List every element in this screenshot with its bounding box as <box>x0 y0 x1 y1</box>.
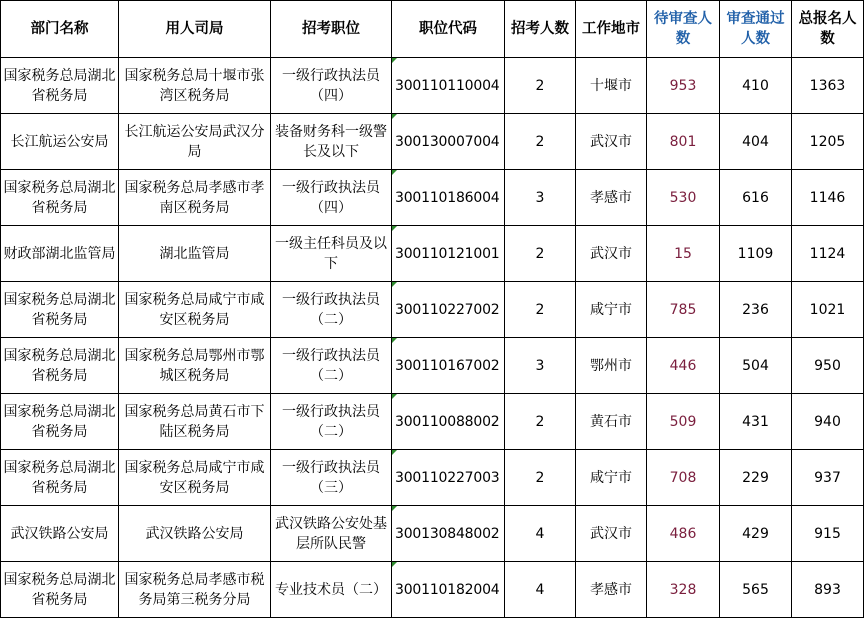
cell-quota: 2 <box>505 226 576 282</box>
cell-total: 915 <box>792 506 864 562</box>
cell-position: 装备财务科一级警长及以下 <box>271 114 392 170</box>
table-row <box>1 170 864 226</box>
cell-total: 1363 <box>792 58 864 114</box>
col-header-total: 总报名人数 <box>792 1 864 58</box>
cell-city: 咸宁市 <box>576 450 647 506</box>
cell-position: 一级行政执法员（二） <box>271 394 392 450</box>
table-row <box>1 394 864 450</box>
cell-code: 300110227003 <box>392 450 505 506</box>
cell-bureau: 武汉铁路公安局 <box>119 506 271 562</box>
cell-dept: 武汉铁路公安局 <box>1 506 119 562</box>
cell-code: 300110167002 <box>392 338 505 394</box>
cell-dept: 国家税务总局湖北省税务局 <box>1 58 119 114</box>
cell-city: 孝感市 <box>576 562 647 618</box>
cell-quota: 4 <box>505 562 576 618</box>
cell-dept: 国家税务总局湖北省税务局 <box>1 338 119 394</box>
cell-code: 300130007004 <box>392 114 505 170</box>
cell-bureau: 国家税务总局孝感市孝南区税务局 <box>119 170 271 226</box>
cell-code: 300110227002 <box>392 282 505 338</box>
cell-position: 一级行政执法员（四） <box>271 58 392 114</box>
cell-pending: 801 <box>647 114 720 170</box>
cell-passed: 236 <box>720 282 792 338</box>
cell-quota: 3 <box>505 338 576 394</box>
cell-total: 1205 <box>792 114 864 170</box>
cell-code: 300110186004 <box>392 170 505 226</box>
cell-quota: 4 <box>505 506 576 562</box>
cell-dept: 长江航运公安局 <box>1 114 119 170</box>
cell-passed: 404 <box>720 114 792 170</box>
cell-code: 300110182004 <box>392 562 505 618</box>
cell-pending: 15 <box>647 226 720 282</box>
cell-pending: 953 <box>647 58 720 114</box>
cell-quota: 2 <box>505 282 576 338</box>
col-header-dept: 部门名称 <box>1 1 119 58</box>
cell-passed: 616 <box>720 170 792 226</box>
cell-total: 1124 <box>792 226 864 282</box>
cell-position: 专业技术员（二） <box>271 562 392 618</box>
cell-quota: 2 <box>505 394 576 450</box>
table-row <box>1 58 864 114</box>
cell-total: 1146 <box>792 170 864 226</box>
cell-city: 武汉市 <box>576 114 647 170</box>
table-row <box>1 338 864 394</box>
col-header-pending: 待审查人数 <box>647 1 720 58</box>
cell-passed: 565 <box>720 562 792 618</box>
cell-total: 1021 <box>792 282 864 338</box>
cell-bureau: 国家税务总局黄石市下陆区税务局 <box>119 394 271 450</box>
cell-city: 鄂州市 <box>576 338 647 394</box>
cell-city: 黄石市 <box>576 394 647 450</box>
cell-pending: 446 <box>647 338 720 394</box>
cell-total: 940 <box>792 394 864 450</box>
cell-passed: 429 <box>720 506 792 562</box>
cell-position: 一级主任科员及以下 <box>271 226 392 282</box>
cell-position: 一级行政执法员（三） <box>271 450 392 506</box>
cell-position: 武汉铁路公安处基层所队民警 <box>271 506 392 562</box>
cell-bureau: 国家税务总局咸宁市咸安区税务局 <box>119 450 271 506</box>
cell-pending: 708 <box>647 450 720 506</box>
cell-quota: 2 <box>505 114 576 170</box>
cell-bureau: 湖北监管局 <box>119 226 271 282</box>
table-row <box>1 226 864 282</box>
cell-code: 300110110004 <box>392 58 505 114</box>
cell-passed: 410 <box>720 58 792 114</box>
cell-passed: 1109 <box>720 226 792 282</box>
cell-dept: 国家税务总局湖北省税务局 <box>1 394 119 450</box>
cell-code: 300110121001 <box>392 226 505 282</box>
cell-passed: 504 <box>720 338 792 394</box>
table-row <box>1 506 864 562</box>
cell-dept: 国家税务总局湖北省税务局 <box>1 170 119 226</box>
cell-pending: 328 <box>647 562 720 618</box>
table-header-row <box>1 1 864 58</box>
cell-bureau: 国家税务总局咸宁市咸安区税务局 <box>119 282 271 338</box>
col-header-code: 职位代码 <box>392 1 505 58</box>
cell-total: 950 <box>792 338 864 394</box>
cell-total: 937 <box>792 450 864 506</box>
cell-city: 咸宁市 <box>576 282 647 338</box>
col-header-quota: 招考人数 <box>505 1 576 58</box>
cell-city: 十堰市 <box>576 58 647 114</box>
col-header-city: 工作地市 <box>576 1 647 58</box>
cell-bureau: 国家税务总局孝感市税务局第三税务分局 <box>119 562 271 618</box>
table-row <box>1 114 864 170</box>
cell-position: 一级行政执法员（二） <box>271 338 392 394</box>
cell-pending: 486 <box>647 506 720 562</box>
cell-position: 一级行政执法员（二） <box>271 282 392 338</box>
table-row <box>1 450 864 506</box>
col-header-passed: 审查通过人数 <box>720 1 792 58</box>
col-header-bureau: 用人司局 <box>119 1 271 58</box>
cell-quota: 3 <box>505 170 576 226</box>
cell-passed: 431 <box>720 394 792 450</box>
cell-dept: 国家税务总局湖北省税务局 <box>1 282 119 338</box>
cell-bureau: 国家税务总局鄂州市鄂城区税务局 <box>119 338 271 394</box>
cell-bureau: 长江航运公安局武汉分局 <box>119 114 271 170</box>
table-row <box>1 562 864 618</box>
cell-quota: 2 <box>505 450 576 506</box>
table-body <box>1 58 864 618</box>
cell-pending: 785 <box>647 282 720 338</box>
cell-code: 300130848002 <box>392 506 505 562</box>
cell-pending: 509 <box>647 394 720 450</box>
cell-total: 893 <box>792 562 864 618</box>
cell-dept: 国家税务总局湖北省税务局 <box>1 450 119 506</box>
cell-quota: 2 <box>505 58 576 114</box>
cell-code: 300110088002 <box>392 394 505 450</box>
table-row <box>1 282 864 338</box>
cell-bureau: 国家税务总局十堰市张湾区税务局 <box>119 58 271 114</box>
cell-position: 一级行政执法员（四） <box>271 170 392 226</box>
cell-dept: 国家税务总局湖北省税务局 <box>1 562 119 618</box>
col-header-position: 招考职位 <box>271 1 392 58</box>
cell-city: 武汉市 <box>576 226 647 282</box>
cell-dept: 财政部湖北监管局 <box>1 226 119 282</box>
cell-pending: 530 <box>647 170 720 226</box>
cell-passed: 229 <box>720 450 792 506</box>
cell-city: 武汉市 <box>576 506 647 562</box>
cell-city: 孝感市 <box>576 170 647 226</box>
